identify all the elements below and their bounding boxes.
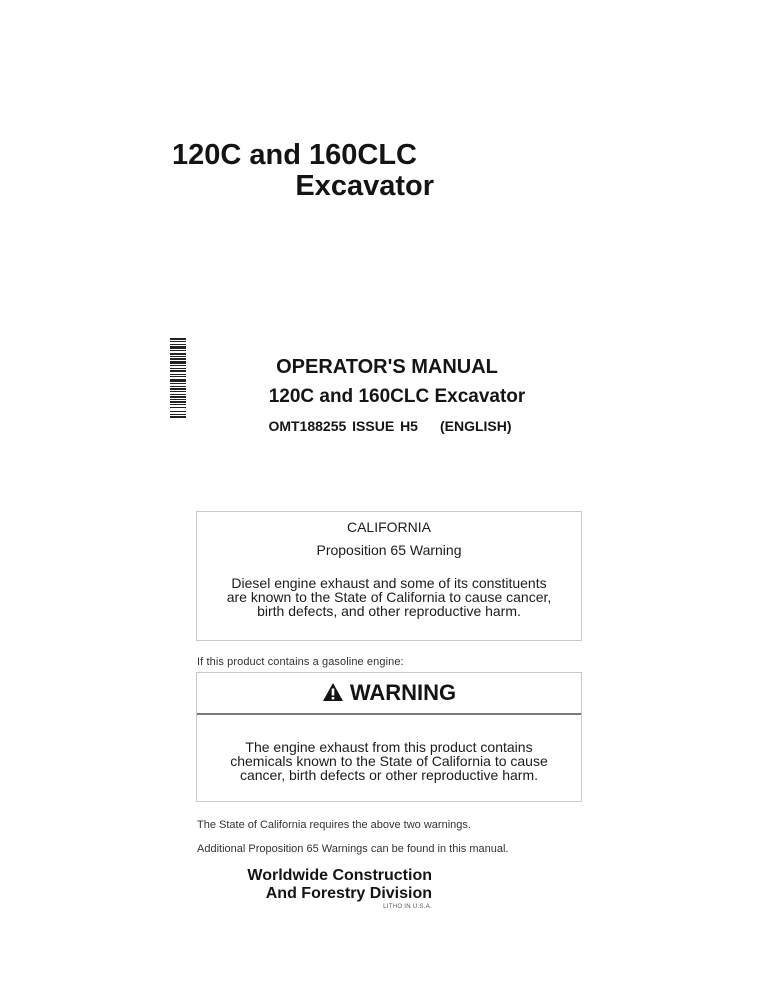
california-body-line: are known to the State of California to cause cancer, (226, 589, 552, 605)
warning-box (196, 672, 582, 802)
california-heading: CALIFORNIA (346, 519, 431, 535)
california-body (197, 576, 581, 618)
division-line2: And Forestry Division (265, 885, 432, 902)
california-body-line: Diesel engine exhaust and some of its constituents (231, 575, 547, 591)
manual-doc-id: OMT188255 ISSUE H5 (268, 418, 418, 434)
warning-body-line: The engine exhaust from this product contains (245, 739, 533, 755)
california-prop65-box (196, 511, 582, 641)
cover-title (172, 140, 434, 202)
manual-heading: OPERATOR'S MANUAL (276, 356, 498, 378)
gasoline-note: If this product contains a gasoline engine: (197, 656, 404, 668)
warning-label: WARNING (349, 680, 457, 705)
california-subheading: Proposition 65 Warning (316, 542, 462, 558)
warning-header (197, 673, 581, 715)
manual-doc-id-line (200, 417, 580, 435)
barcode-icon (170, 338, 186, 466)
warning-body-line: chemicals known to the State of California to cause (230, 753, 548, 769)
footer-note-requirement: The State of California requires the above two warnings. (197, 819, 471, 831)
manual-language: (ENGLISH) (439, 418, 512, 434)
warning-triangle-icon (322, 682, 344, 702)
warning-body (197, 740, 581, 782)
litho-label: LITHO IN U.S.A. (383, 904, 432, 910)
cover-title-line1: 120C and 160CLC (172, 139, 417, 171)
california-body-line: birth defects, and other reproductive harm. (257, 603, 521, 619)
cover-title-line2: Excavator (295, 170, 434, 202)
manual-header (200, 355, 580, 435)
division-line1: Worldwide Construction (247, 867, 432, 884)
warning-body-line: cancer, birth defects or other reproductive harm. (239, 767, 539, 783)
manual-subheading: 120C and 160CLC Excavator (268, 386, 526, 407)
division-name (226, 867, 432, 903)
footer-note-additional: Additional Proposition 65 Warnings can be found in this manual. (197, 843, 509, 855)
